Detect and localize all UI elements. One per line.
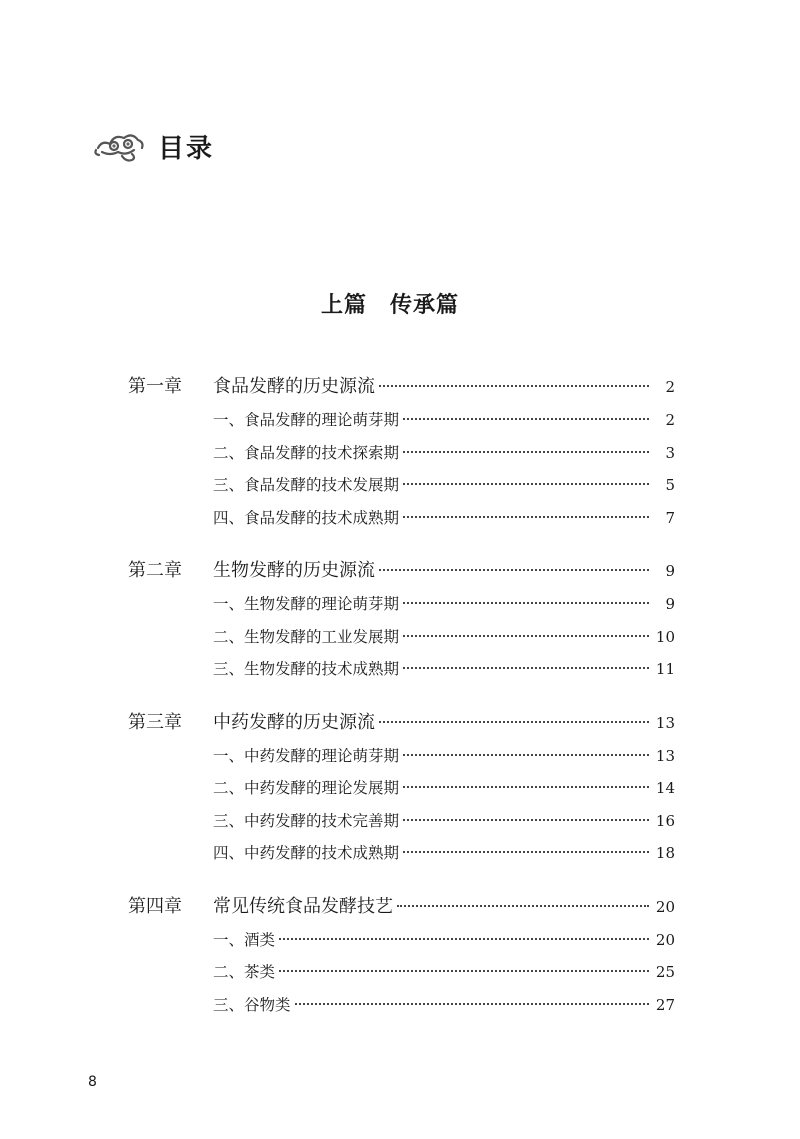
chapter-number: 第二章 [128, 560, 182, 581]
dot-leader [379, 569, 649, 571]
dot-leader [397, 905, 649, 907]
table-of-contents [128, 372, 675, 1043]
section-page: 2 [665, 411, 675, 429]
chapter-number: 第三章 [128, 711, 182, 733]
chapter-entry[interactable] [128, 372, 675, 408]
dot-leader [279, 938, 649, 940]
section-page: 5 [665, 476, 675, 494]
section-entry[interactable] [128, 625, 675, 658]
section-page: 18 [655, 844, 675, 862]
chapter-block [128, 892, 675, 1026]
section-entry[interactable] [128, 473, 675, 506]
section-entry[interactable] [128, 993, 675, 1026]
dot-leader [403, 851, 649, 853]
chapter-title: 中药发酵的历史源流 [213, 711, 375, 733]
section-title: 一、中药发酵的理论萌芽期 [213, 746, 400, 765]
section-title: 一、生物发酵的理论萌芽期 [213, 595, 400, 613]
dot-leader [403, 483, 649, 485]
section-entry[interactable] [128, 408, 675, 441]
section-page: 25 [655, 963, 675, 981]
section-entry[interactable] [128, 657, 675, 690]
toc-heading [92, 126, 214, 166]
part-title: 上篇 传承篇 [320, 292, 459, 318]
dot-leader [295, 1003, 649, 1005]
section-entry[interactable] [128, 841, 675, 874]
dot-leader [403, 667, 649, 669]
chapter-block [128, 372, 675, 538]
chapter-title: 食品发酵的历史源流 [213, 376, 375, 397]
dot-leader [379, 385, 649, 387]
section-title: 二、茶类 [213, 963, 276, 981]
chapter-page: 9 [665, 562, 675, 580]
chapter-title: 常见传统食品发酵技艺 [213, 895, 393, 917]
section-page: 9 [665, 595, 675, 613]
section-entry[interactable] [128, 592, 675, 625]
chapter-page: 2 [665, 378, 675, 396]
section-title: 三、谷物类 [213, 995, 291, 1014]
section-title: 一、食品发酵的理论萌芽期 [213, 411, 400, 429]
section-entry[interactable] [128, 809, 675, 842]
chapter-entry[interactable] [128, 556, 675, 592]
dot-leader [403, 754, 649, 756]
section-title: 三、食品发酵的技术发展期 [213, 476, 400, 494]
section-title: 三、中药发酵的技术完善期 [213, 811, 400, 830]
section-page: 7 [665, 508, 675, 527]
chapter-page: 13 [655, 713, 675, 732]
section-page: 14 [655, 779, 675, 797]
chapter-number: 第一章 [128, 376, 182, 397]
dot-leader [403, 819, 649, 821]
section-entry[interactable] [128, 960, 675, 993]
chapter-entry[interactable] [128, 708, 675, 744]
dot-leader [403, 786, 649, 788]
toc-title: 目录 [158, 133, 215, 164]
cloud-ornament-icon [92, 126, 148, 166]
section-page: 13 [655, 746, 675, 765]
section-title: 三、生物发酵的技术成熟期 [213, 660, 400, 678]
section-title: 二、食品发酵的技术探索期 [213, 443, 400, 462]
section-title: 二、生物发酵的工业发展期 [213, 627, 400, 646]
page-number: 8 [88, 1074, 97, 1090]
chapter-number: 第四章 [128, 895, 182, 917]
dot-leader [403, 418, 649, 420]
section-entry[interactable] [128, 506, 675, 539]
chapter-title: 生物发酵的历史源流 [213, 560, 375, 581]
dot-leader [279, 970, 649, 972]
dot-leader [403, 602, 649, 604]
section-page: 11 [655, 660, 675, 678]
chapter-page: 20 [655, 897, 675, 916]
section-title: 四、中药发酵的技术成熟期 [213, 844, 400, 862]
section-page: 10 [655, 627, 675, 646]
section-title: 四、食品发酵的技术成熟期 [213, 508, 400, 527]
dot-leader [379, 721, 649, 723]
section-entry[interactable] [128, 441, 675, 474]
dot-leader [403, 635, 649, 637]
section-entry[interactable] [128, 928, 675, 961]
section-page: 16 [655, 811, 675, 830]
chapter-block [128, 708, 675, 874]
section-page: 27 [655, 995, 675, 1014]
dot-leader [403, 451, 649, 453]
section-page: 3 [665, 443, 675, 462]
section-title: 二、中药发酵的理论发展期 [213, 779, 400, 797]
dot-leader [403, 516, 649, 518]
section-title: 一、酒类 [213, 930, 276, 949]
section-page: 20 [655, 930, 675, 949]
section-entry[interactable] [128, 744, 675, 777]
chapter-entry[interactable] [128, 892, 675, 928]
section-entry[interactable] [128, 776, 675, 809]
chapter-block [128, 556, 675, 690]
